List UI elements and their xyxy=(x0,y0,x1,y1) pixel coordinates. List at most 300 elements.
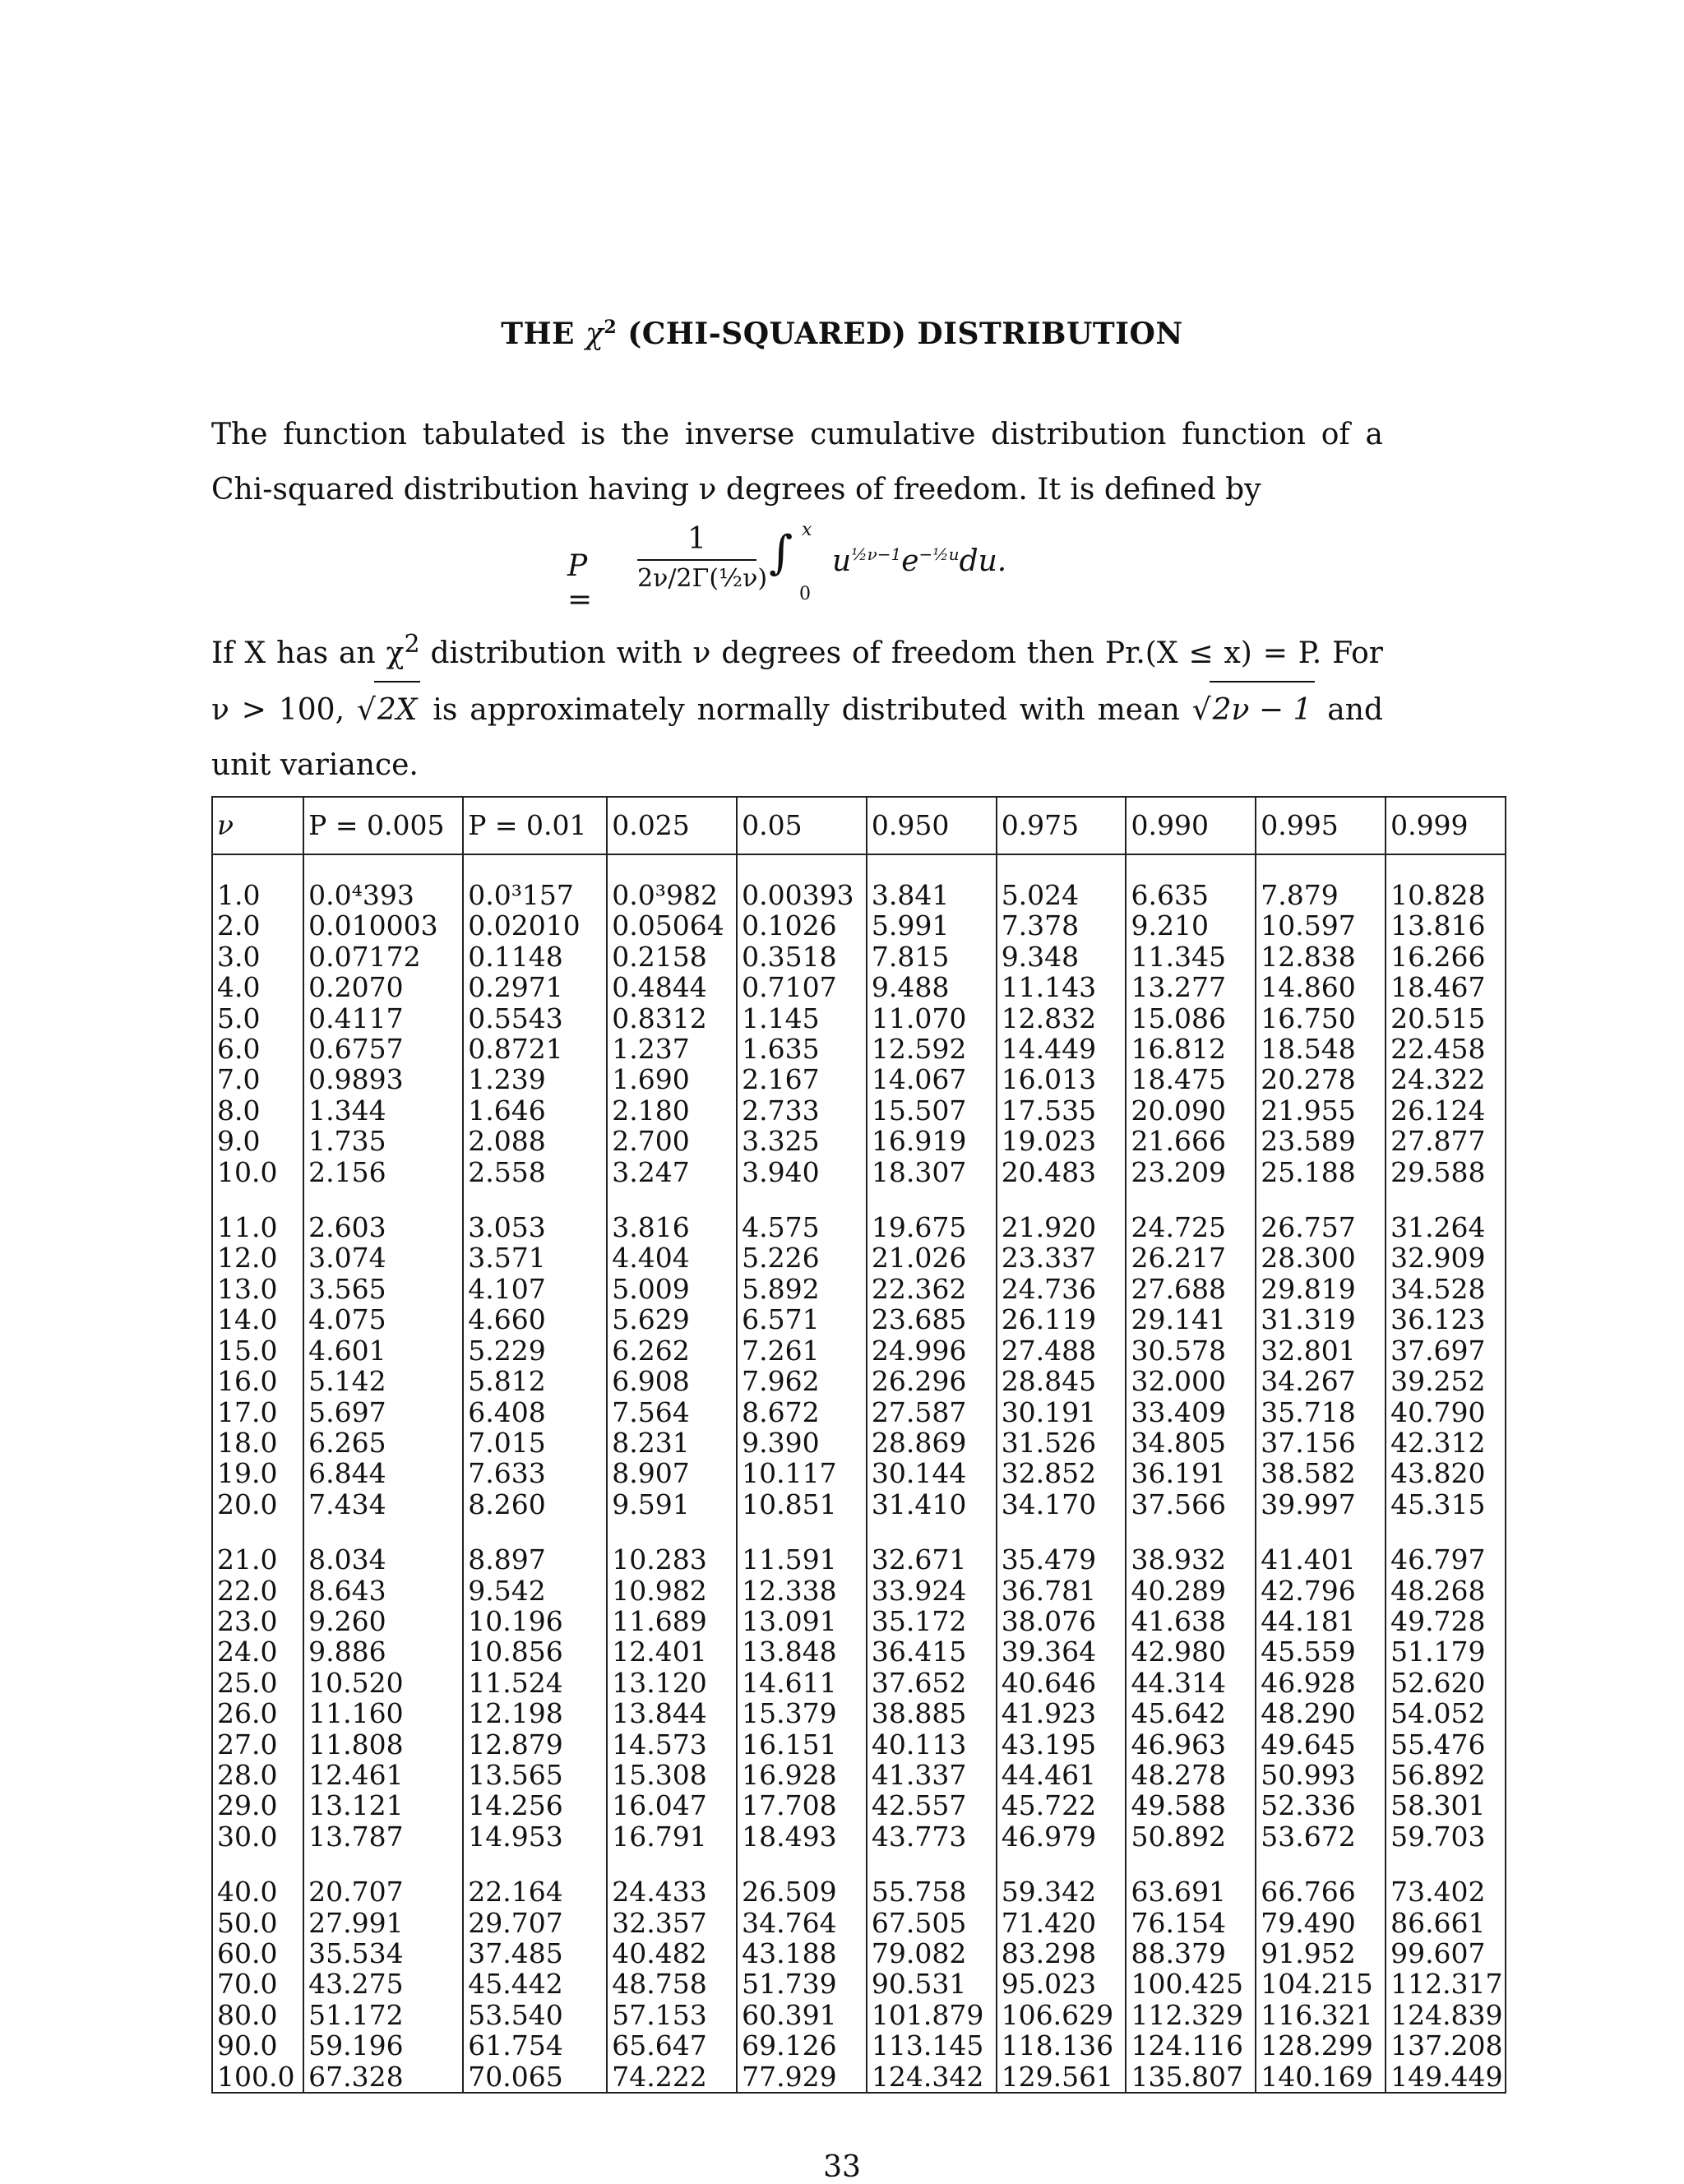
value-cell: 99.607 xyxy=(1386,1938,1506,1969)
value-cell: 124.839 xyxy=(1386,2000,1506,2030)
value-cell: 0.2971 xyxy=(463,972,607,1002)
value-cell: 46.963 xyxy=(1126,1729,1256,1760)
value-cell: 6.844 xyxy=(303,1458,463,1488)
value-cell: 13.277 xyxy=(1126,972,1256,1002)
value-cell: 12.838 xyxy=(1256,942,1386,972)
value-cell: 29.588 xyxy=(1386,1157,1506,1187)
value-cell: 9.390 xyxy=(737,1427,867,1458)
value-cell: 63.691 xyxy=(1126,1876,1256,1907)
table-row xyxy=(212,1064,1506,1094)
value-cell: 23.685 xyxy=(867,1304,997,1335)
value-cell: 51.739 xyxy=(737,1969,867,1999)
value-cell: 0.8312 xyxy=(607,1003,737,1034)
value-cell: 43.820 xyxy=(1386,1458,1506,1488)
spacer-cell xyxy=(303,1187,463,1212)
value-cell: 3.053 xyxy=(463,1212,607,1242)
value-cell: 14.067 xyxy=(867,1064,997,1094)
value-cell: 31.264 xyxy=(1386,1212,1506,1242)
value-cell: 7.378 xyxy=(997,910,1127,941)
value-cell: 58.301 xyxy=(1386,1790,1506,1821)
spacer-cell xyxy=(1386,1852,1506,1876)
value-cell: 12.338 xyxy=(737,1576,867,1606)
value-cell: 0.8721 xyxy=(463,1034,607,1064)
value-cell: 7.434 xyxy=(303,1489,463,1520)
value-cell: 0.0³157 xyxy=(463,880,607,910)
table-spacer-row xyxy=(212,1852,1506,1876)
value-cell: 27.991 xyxy=(303,1908,463,1938)
value-cell: 46.797 xyxy=(1386,1544,1506,1575)
nu-cell: 28.0 xyxy=(212,1760,303,1790)
value-cell: 43.195 xyxy=(997,1729,1127,1760)
value-cell: 41.923 xyxy=(997,1698,1127,1728)
value-cell: 35.479 xyxy=(997,1544,1127,1575)
table-row xyxy=(212,1126,1506,1156)
nu-cell: 22.0 xyxy=(212,1576,303,1606)
value-cell: 1.646 xyxy=(463,1095,607,1126)
spacer-cell xyxy=(212,854,303,880)
value-cell: 52.336 xyxy=(1256,1790,1386,1821)
spacer-cell xyxy=(737,1852,867,1876)
value-cell: 0.00393 xyxy=(737,880,867,910)
value-cell: 13.844 xyxy=(607,1698,737,1728)
value-cell: 12.879 xyxy=(463,1729,607,1760)
value-cell: 37.156 xyxy=(1256,1427,1386,1458)
value-cell: 4.107 xyxy=(463,1274,607,1304)
value-cell: 37.485 xyxy=(463,1938,607,1969)
sqrt-sign-2: √ xyxy=(1191,693,1211,727)
value-cell: 88.379 xyxy=(1126,1938,1256,1969)
value-cell: 36.415 xyxy=(867,1636,997,1667)
value-cell: 11.524 xyxy=(463,1668,607,1698)
value-cell: 0.0⁴393 xyxy=(303,880,463,910)
value-cell: 27.877 xyxy=(1386,1126,1506,1156)
spacer-cell xyxy=(212,1187,303,1212)
value-cell: 11.070 xyxy=(867,1003,997,1034)
value-cell: 3.841 xyxy=(867,880,997,910)
value-cell: 14.449 xyxy=(997,1034,1127,1064)
intro-text: The function tabulated is the inverse cumulative distribution function of a Chi-squared distribution having ν degrees of freedom. It is defined by xyxy=(211,418,1383,507)
spacer-cell xyxy=(463,1187,607,1212)
header-p-0005: P = 0.005 xyxy=(303,797,463,854)
nu-cell: 3.0 xyxy=(212,942,303,972)
value-cell: 90.531 xyxy=(867,1969,997,1999)
value-cell: 13.120 xyxy=(607,1668,737,1698)
nu-cell: 8.0 xyxy=(212,1095,303,1126)
value-cell: 71.420 xyxy=(997,1908,1127,1938)
value-cell: 34.267 xyxy=(1256,1366,1386,1396)
value-cell: 40.790 xyxy=(1386,1397,1506,1427)
integrand-tail: du. xyxy=(959,544,1007,578)
value-cell: 9.348 xyxy=(997,942,1127,972)
value-cell: 5.991 xyxy=(867,910,997,941)
header-p-0999: 0.999 xyxy=(1386,797,1506,854)
spacer-cell xyxy=(303,854,463,880)
value-cell: 124.116 xyxy=(1126,2030,1256,2061)
spacer-cell xyxy=(997,1187,1127,1212)
spacer-cell xyxy=(867,1187,997,1212)
value-cell: 11.591 xyxy=(737,1544,867,1575)
value-cell: 29.819 xyxy=(1256,1274,1386,1304)
value-cell: 9.591 xyxy=(607,1489,737,1520)
nu-cell: 15.0 xyxy=(212,1335,303,1366)
value-cell: 83.298 xyxy=(997,1938,1127,1969)
value-cell: 86.661 xyxy=(1386,1908,1506,1938)
value-cell: 76.154 xyxy=(1126,1908,1256,1938)
spacer-cell xyxy=(607,1852,737,1876)
nu-cell: 23.0 xyxy=(212,1606,303,1636)
value-cell: 35.172 xyxy=(867,1606,997,1636)
value-cell: 26.509 xyxy=(737,1876,867,1907)
value-cell: 16.812 xyxy=(1126,1034,1256,1064)
value-cell: 24.996 xyxy=(867,1335,997,1366)
value-cell: 18.493 xyxy=(737,1821,867,1852)
value-cell: 26.124 xyxy=(1386,1095,1506,1126)
value-cell: 113.145 xyxy=(867,2030,997,2061)
value-cell: 18.307 xyxy=(867,1157,997,1187)
value-cell: 55.758 xyxy=(867,1876,997,1907)
value-cell: 34.764 xyxy=(737,1908,867,1938)
spacer-cell xyxy=(737,854,867,880)
value-cell: 35.718 xyxy=(1256,1397,1386,1427)
nu-cell: 6.0 xyxy=(212,1034,303,1064)
value-cell: 116.321 xyxy=(1256,2000,1386,2030)
value-cell: 42.312 xyxy=(1386,1427,1506,1458)
value-cell: 15.379 xyxy=(737,1698,867,1728)
value-cell: 21.666 xyxy=(1126,1126,1256,1156)
chi-squared-table xyxy=(211,796,1506,2094)
value-cell: 53.540 xyxy=(463,2000,607,2030)
note-part-3: is approximately normally distributed with mean xyxy=(420,693,1192,727)
table-row xyxy=(212,1366,1506,1396)
value-cell: 12.461 xyxy=(303,1760,463,1790)
spacer-cell xyxy=(1256,854,1386,880)
value-cell: 0.2158 xyxy=(607,942,737,972)
value-cell: 37.566 xyxy=(1126,1489,1256,1520)
integral-sign: ∫ xyxy=(769,526,793,580)
page-number: 33 xyxy=(823,2150,861,2184)
value-cell: 6.408 xyxy=(463,1397,607,1427)
table-row xyxy=(212,1908,1506,1938)
value-cell: 101.879 xyxy=(867,2000,997,2030)
value-cell: 16.928 xyxy=(737,1760,867,1790)
value-cell: 34.805 xyxy=(1126,1427,1256,1458)
value-cell: 51.179 xyxy=(1386,1636,1506,1667)
value-cell: 0.7107 xyxy=(737,972,867,1002)
value-cell: 5.229 xyxy=(463,1335,607,1366)
value-cell: 8.643 xyxy=(303,1576,463,1606)
value-cell: 8.672 xyxy=(737,1397,867,1427)
value-cell: 32.671 xyxy=(867,1544,997,1575)
value-cell: 23.589 xyxy=(1256,1126,1386,1156)
spacer-cell xyxy=(1386,1520,1506,1544)
value-cell: 13.121 xyxy=(303,1790,463,1821)
table-row xyxy=(212,1304,1506,1335)
spacer-cell xyxy=(607,854,737,880)
value-cell: 32.801 xyxy=(1256,1335,1386,1366)
table-header-row xyxy=(212,797,1506,854)
table-row xyxy=(212,1242,1506,1273)
value-cell: 18.548 xyxy=(1256,1034,1386,1064)
nu-cell: 25.0 xyxy=(212,1668,303,1698)
page-title xyxy=(0,317,1684,351)
table-row xyxy=(212,2061,1506,2093)
table-row xyxy=(212,1095,1506,1126)
value-cell: 4.660 xyxy=(463,1304,607,1335)
table-row xyxy=(212,2030,1506,2061)
value-cell: 45.559 xyxy=(1256,1636,1386,1667)
value-cell: 2.700 xyxy=(607,1126,737,1156)
value-cell: 38.582 xyxy=(1256,1458,1386,1488)
value-cell: 30.191 xyxy=(997,1397,1127,1427)
value-cell: 14.611 xyxy=(737,1668,867,1698)
integral-lower-limit: 0 xyxy=(799,584,811,604)
value-cell: 42.796 xyxy=(1256,1576,1386,1606)
table-row xyxy=(212,1790,1506,1821)
nu-cell: 90.0 xyxy=(212,2030,303,2061)
spacer-cell xyxy=(1126,1852,1256,1876)
value-cell: 10.851 xyxy=(737,1489,867,1520)
value-cell: 5.142 xyxy=(303,1366,463,1396)
spacer-cell xyxy=(463,1520,607,1544)
value-cell: 1.145 xyxy=(737,1003,867,1034)
value-cell: 3.816 xyxy=(607,1212,737,1242)
table-row xyxy=(212,1397,1506,1427)
value-cell: 27.688 xyxy=(1126,1274,1256,1304)
table-row xyxy=(212,1636,1506,1667)
value-cell: 0.3518 xyxy=(737,942,867,972)
nu-cell: 30.0 xyxy=(212,1821,303,1852)
spacer-cell xyxy=(1386,854,1506,880)
value-cell: 9.542 xyxy=(463,1576,607,1606)
value-cell: 5.892 xyxy=(737,1274,867,1304)
value-cell: 4.601 xyxy=(303,1335,463,1366)
value-cell: 9.210 xyxy=(1126,910,1256,941)
value-cell: 27.587 xyxy=(867,1397,997,1427)
spacer-cell xyxy=(212,1852,303,1876)
value-cell: 0.1148 xyxy=(463,942,607,972)
table-row xyxy=(212,2000,1506,2030)
value-cell: 149.449 xyxy=(1386,2061,1506,2093)
nu-cell: 100.0 xyxy=(212,2061,303,2093)
spacer-cell xyxy=(463,854,607,880)
value-cell: 0.4117 xyxy=(303,1003,463,1034)
value-cell: 43.275 xyxy=(303,1969,463,1999)
value-cell: 3.247 xyxy=(607,1157,737,1187)
value-cell: 32.852 xyxy=(997,1458,1127,1488)
value-cell: 31.526 xyxy=(997,1427,1127,1458)
value-cell: 2.156 xyxy=(303,1157,463,1187)
value-cell: 11.808 xyxy=(303,1729,463,1760)
nu-cell: 26.0 xyxy=(212,1698,303,1728)
value-cell: 1.237 xyxy=(607,1034,737,1064)
value-cell: 0.02010 xyxy=(463,910,607,941)
note-part-2: distribution with ν degrees of freedom then Pr.(X ≤ x) = P. For ν > 100, xyxy=(211,636,1383,727)
value-cell: 5.024 xyxy=(997,880,1127,910)
value-cell: 0.5543 xyxy=(463,1003,607,1034)
value-cell: 12.198 xyxy=(463,1698,607,1728)
value-cell: 6.265 xyxy=(303,1427,463,1458)
value-cell: 26.119 xyxy=(997,1304,1127,1335)
table-row xyxy=(212,1821,1506,1852)
value-cell: 16.919 xyxy=(867,1126,997,1156)
value-cell: 7.879 xyxy=(1256,880,1386,910)
value-cell: 73.402 xyxy=(1386,1876,1506,1907)
table-body xyxy=(212,854,1506,2093)
value-cell: 10.597 xyxy=(1256,910,1386,941)
value-cell: 67.505 xyxy=(867,1908,997,1938)
table-row xyxy=(212,880,1506,910)
value-cell: 2.088 xyxy=(463,1126,607,1156)
value-cell: 24.725 xyxy=(1126,1212,1256,1242)
note-part-4: and unit variance. xyxy=(211,693,1383,782)
value-cell: 22.362 xyxy=(867,1274,997,1304)
value-cell: 11.160 xyxy=(303,1698,463,1728)
integrand-exponent-2: −½u xyxy=(918,544,960,564)
spacer-cell xyxy=(997,1520,1127,1544)
value-cell: 74.222 xyxy=(607,2061,737,2093)
value-cell: 0.1026 xyxy=(737,910,867,941)
table-spacer-row xyxy=(212,1187,1506,1212)
table-row xyxy=(212,1212,1506,1242)
value-cell: 35.534 xyxy=(303,1938,463,1969)
table-row xyxy=(212,1489,1506,1520)
value-cell: 7.564 xyxy=(607,1397,737,1427)
value-cell: 49.728 xyxy=(1386,1606,1506,1636)
value-cell: 9.260 xyxy=(303,1606,463,1636)
integrand-base: u xyxy=(832,544,852,578)
value-cell: 10.520 xyxy=(303,1668,463,1698)
value-cell: 2.558 xyxy=(463,1157,607,1187)
table-row xyxy=(212,1157,1506,1187)
title-prefix: THE xyxy=(501,317,575,351)
value-cell: 19.675 xyxy=(867,1212,997,1242)
value-cell: 14.573 xyxy=(607,1729,737,1760)
value-cell: 100.425 xyxy=(1126,1969,1256,1999)
spacer-cell xyxy=(997,854,1127,880)
table-row xyxy=(212,1335,1506,1366)
value-cell: 6.262 xyxy=(607,1335,737,1366)
value-cell: 45.442 xyxy=(463,1969,607,1999)
value-cell: 0.05064 xyxy=(607,910,737,941)
integrand-e: e xyxy=(901,544,919,578)
value-cell: 42.980 xyxy=(1126,1636,1256,1667)
spacer-cell xyxy=(463,1852,607,1876)
value-cell: 12.401 xyxy=(607,1636,737,1667)
nu-cell: 10.0 xyxy=(212,1157,303,1187)
table-row xyxy=(212,1876,1506,1907)
nu-cell: 13.0 xyxy=(212,1274,303,1304)
value-cell: 59.703 xyxy=(1386,1821,1506,1852)
title-rest: (CHI-SQUARED) DISTRIBUTION xyxy=(627,317,1183,351)
nu-cell: 24.0 xyxy=(212,1636,303,1667)
table-row xyxy=(212,1760,1506,1790)
value-cell: 15.507 xyxy=(867,1095,997,1126)
sqrt-2nu-minus-1: 2ν − 1 xyxy=(1210,681,1316,738)
value-cell: 4.575 xyxy=(737,1212,867,1242)
value-cell: 31.410 xyxy=(867,1489,997,1520)
value-cell: 23.209 xyxy=(1126,1157,1256,1187)
table-row xyxy=(212,972,1506,1002)
table-spacer-row xyxy=(212,854,1506,880)
spacer-cell xyxy=(607,1187,737,1212)
value-cell: 66.766 xyxy=(1256,1876,1386,1907)
value-cell: 11.345 xyxy=(1126,942,1256,972)
value-cell: 30.578 xyxy=(1126,1335,1256,1366)
value-cell: 112.329 xyxy=(1126,2000,1256,2030)
value-cell: 23.337 xyxy=(997,1242,1127,1273)
value-cell: 0.9893 xyxy=(303,1064,463,1094)
value-cell: 21.955 xyxy=(1256,1095,1386,1126)
nu-cell: 16.0 xyxy=(212,1366,303,1396)
intro-paragraph xyxy=(211,407,1383,517)
value-cell: 24.322 xyxy=(1386,1064,1506,1094)
nu-cell: 80.0 xyxy=(212,2000,303,2030)
value-cell: 3.074 xyxy=(303,1242,463,1273)
spacer-cell xyxy=(737,1187,867,1212)
formula-numerator: 1 xyxy=(687,522,706,556)
value-cell: 13.848 xyxy=(737,1636,867,1667)
nu-cell: 9.0 xyxy=(212,1126,303,1156)
value-cell: 31.319 xyxy=(1256,1304,1386,1335)
value-cell: 46.928 xyxy=(1256,1668,1386,1698)
value-cell: 15.308 xyxy=(607,1760,737,1790)
formula-integrand xyxy=(832,544,1006,578)
formula-fraction xyxy=(637,522,768,593)
spacer-cell xyxy=(737,1520,867,1544)
value-cell: 40.113 xyxy=(867,1729,997,1760)
table-row xyxy=(212,1003,1506,1034)
value-cell: 13.787 xyxy=(303,1821,463,1852)
value-cell: 5.697 xyxy=(303,1397,463,1427)
sqrt-2x: 2X xyxy=(374,681,421,738)
value-cell: 7.015 xyxy=(463,1427,607,1458)
note-paragraph xyxy=(211,617,1383,793)
table-row xyxy=(212,1544,1506,1575)
spacer-cell xyxy=(1126,1520,1256,1544)
value-cell: 28.869 xyxy=(867,1427,997,1458)
value-cell: 118.136 xyxy=(997,2030,1127,2061)
value-cell: 36.781 xyxy=(997,1576,1127,1606)
value-cell: 124.342 xyxy=(867,2061,997,2093)
value-cell: 7.815 xyxy=(867,942,997,972)
value-cell: 37.652 xyxy=(867,1668,997,1698)
value-cell: 70.065 xyxy=(463,2061,607,2093)
value-cell: 30.144 xyxy=(867,1458,997,1488)
value-cell: 28.845 xyxy=(997,1366,1127,1396)
value-cell: 13.565 xyxy=(463,1760,607,1790)
table-row xyxy=(212,1034,1506,1064)
value-cell: 51.172 xyxy=(303,2000,463,2030)
value-cell: 3.571 xyxy=(463,1242,607,1273)
value-cell: 7.261 xyxy=(737,1335,867,1366)
table-row xyxy=(212,1938,1506,1969)
nu-cell: 40.0 xyxy=(212,1876,303,1907)
spacer-cell xyxy=(607,1520,737,1544)
value-cell: 5.226 xyxy=(737,1242,867,1273)
spacer-cell xyxy=(303,1852,463,1876)
nu-cell: 14.0 xyxy=(212,1304,303,1335)
chi-exponent: 2 xyxy=(604,317,618,338)
header-nu: ν xyxy=(212,797,303,854)
value-cell: 13.091 xyxy=(737,1606,867,1636)
value-cell: 10.196 xyxy=(463,1606,607,1636)
value-cell: 3.565 xyxy=(303,1274,463,1304)
value-cell: 137.208 xyxy=(1386,2030,1506,2061)
value-cell: 32.357 xyxy=(607,1908,737,1938)
value-cell: 49.645 xyxy=(1256,1729,1386,1760)
value-cell: 20.483 xyxy=(997,1157,1127,1187)
header-p-0995: 0.995 xyxy=(1256,797,1386,854)
